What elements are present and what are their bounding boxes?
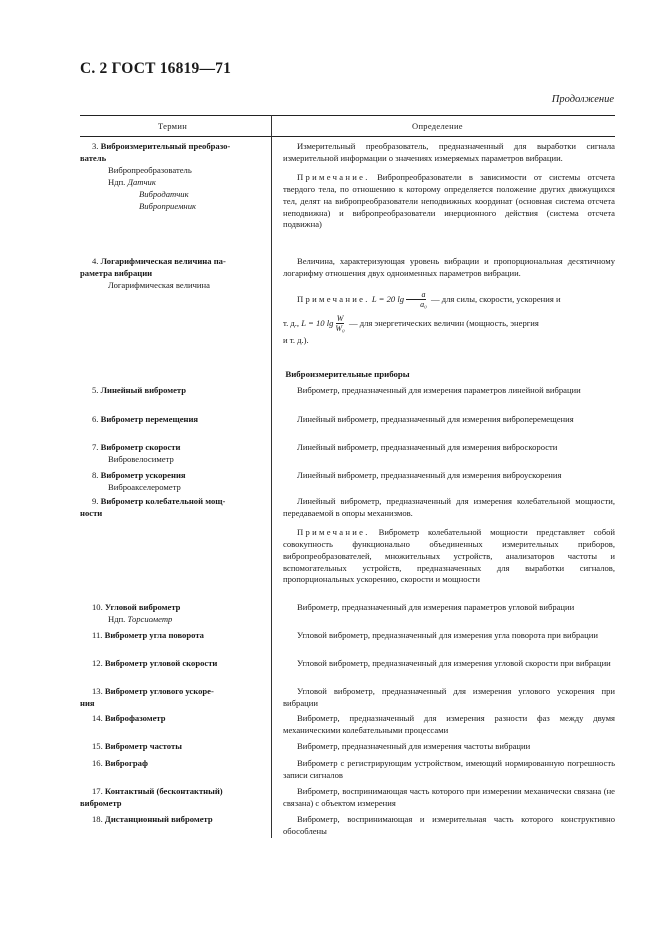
definition-text: Виброметр, воспринимающая часть которого при измерении механически связана (не связана) с объектом измерения: [283, 786, 615, 808]
term-synonym: Логарифмическая величина: [108, 279, 210, 290]
definition-text: Угловой виброметр, предназначенный для измерения угла поворота при вибрации: [297, 630, 598, 640]
note-formula-end: и т. д.).: [283, 334, 309, 345]
definition-text: Виброметр с регистрирующим устройством, имеющий нормированную погрешность записи сигналов: [283, 758, 615, 780]
term-name: Виброметр частоты: [104, 741, 182, 751]
continued-label: Продолжение: [551, 94, 614, 105]
term-ndp: Ндп. Датчик: [108, 176, 156, 187]
column-header-term: Термин: [158, 121, 188, 131]
term-name: Виброметр ускорения: [100, 470, 186, 480]
term-name: Виброметр колебательной мощ-: [100, 496, 226, 506]
table-top-rule: [80, 115, 615, 116]
note: Примечание. Виброметр колебательной мощности представляет собой совокупность функционально объединенных измерительных приборов, вибропреобразователей, множительных устройств, анализаторов частоты и вспомогательных устройств, предназначенных для выработки сигналов, пропорциональных ускорению, скорости и мощности: [283, 526, 615, 585]
definition-text: Линейный виброметр, предназначенный для измерения виброускорения: [297, 470, 562, 480]
term-name: Виброметр скорости: [100, 442, 181, 452]
definition-text: Виброметр, воспринимающая и измерительная часть которого конструктивно обособлены: [283, 814, 615, 836]
definition-text: Линейный виброметр, предназначенный для измерения виброскорости: [297, 442, 558, 452]
term-name-cont: виброметр: [80, 797, 122, 808]
term-name-cont: ния: [80, 697, 95, 708]
term-name: Виброметр угла поворота: [104, 630, 204, 640]
term-name: Виброграф: [104, 758, 148, 768]
term-synonym: Виброакселерометр: [108, 481, 181, 492]
definition-text: Угловой виброметр, предназначенный для измерения угловой скорости при вибрации: [297, 658, 611, 668]
term-synonym: Вибровелосиметр: [108, 453, 174, 464]
term-name: Угловой виброметр: [104, 602, 181, 612]
definition-cell: Величина, характеризующая уровень вибрации и пропорциональная десятичному логарифму отношения двух одноименных параметров вибрации. Примечание. L = 20 lg $\frac{a}{\text{a₀}}$ — для силы, скорости, ускорения и т. д., L = 10 lg $\frac{W}{\text{W₀}}$ — для энергетических величин (мощность, энергия и т. д.).: [283, 256, 615, 345]
definition-cell: Измерительный преобразователь, предназначенный для выработки сигнала измерительной информации о значениях измеряемых параметров вибрации. Примечание. Вибропреобразователи в зависимости от системы отсчета твердого тела, по отношению к которому определяется положение других движущихся тел, делят на вибропреобразователи неподвижных координат (основная система отсчета неподвижна) и вибропреобразователи инерционного действия (система отсчета подвижна): [283, 141, 615, 230]
term-ndp: Ндп. Торсиометр: [108, 613, 173, 624]
definition-text: Линейный виброметр, предназначенный для измерения колебательной мощности, передаваемой в опоры механизмов.: [283, 496, 615, 518]
definition-text: Линейный виброметр, предназначенный для измерения виброперемещения: [297, 414, 574, 424]
term-name: Логарифмическая величина па-: [100, 256, 226, 266]
term-name: Линейный виброметр: [100, 385, 187, 395]
definition-text: Виброметр, предназначенный для измерения разности фаз между двумя механическими колебательными процессами: [283, 713, 615, 735]
term-cell: 3. Виброизмерительный преобразо- ватель Вибропреобразователь Ндп. Датчик Вибродатчик Виброприемник: [80, 141, 266, 212]
term-name: Виброметр углового ускоре-: [104, 686, 214, 696]
term-name: Дистанционный виброметр: [104, 814, 213, 824]
term-synonym: Вибропреобразователь: [108, 164, 192, 175]
term-name: Виброфазометр: [104, 713, 166, 723]
term-name-cont: ватель: [80, 152, 107, 163]
term-name-cont: раметра вибрации: [80, 267, 153, 278]
section-title: Виброизмерительные приборы: [285, 369, 410, 379]
definition-text: Угловой виброметр, предназначенный для измерения углового ускорения при вибрации: [283, 686, 615, 708]
definition-text: Виброметр, предназначенный для измерения частоты вибрации: [297, 741, 531, 751]
note-formula-cont: т. д., L = 10 lg $\frac{W}{\text{W₀}}$ — для энергетических величин (мощность, энергия: [283, 314, 539, 334]
column-header-definition: Определение: [412, 121, 463, 131]
term-name-cont: ности: [80, 507, 103, 518]
term-name: Виброизмерительный преобразо-: [100, 141, 231, 151]
column-divider: [271, 115, 272, 838]
table-header-rule: [80, 136, 615, 137]
term-ndp: Вибродатчик: [139, 188, 189, 199]
term-name: Виброметр перемещения: [100, 414, 199, 424]
note-formula: Примечание. L = 20 lg $\frac{a}{\text{a₀}}$ — для силы, скорости, ускорения и: [297, 290, 561, 310]
definition-text: Виброметр, предназначенный для измерения параметров угловой вибрации: [297, 602, 575, 612]
term-cell: 4. Логарифмическая величина па- раметра вибрации Логарифмическая величина: [80, 256, 266, 292]
page-header: С. 2 ГОСТ 16819—71: [80, 60, 232, 77]
term-name: Виброметр угловой скорости: [104, 658, 218, 668]
term-ndp: Виброприемник: [139, 200, 197, 211]
term-name: Контактный (бесконтактный): [104, 786, 223, 796]
note: Примечание. Вибропреобразователи в зависимости от системы отсчета твердого тела, по отношению к которому определяется положение других движущихся тел, делят на вибропреобразователи неподвижных координат (основная система отсчета неподвижна) и вибропреобразователи инерционного действия (система отсчета подвижна): [283, 171, 615, 230]
definition-text: Виброметр, предназначенный для измерения параметров линейной вибрации: [297, 385, 581, 395]
